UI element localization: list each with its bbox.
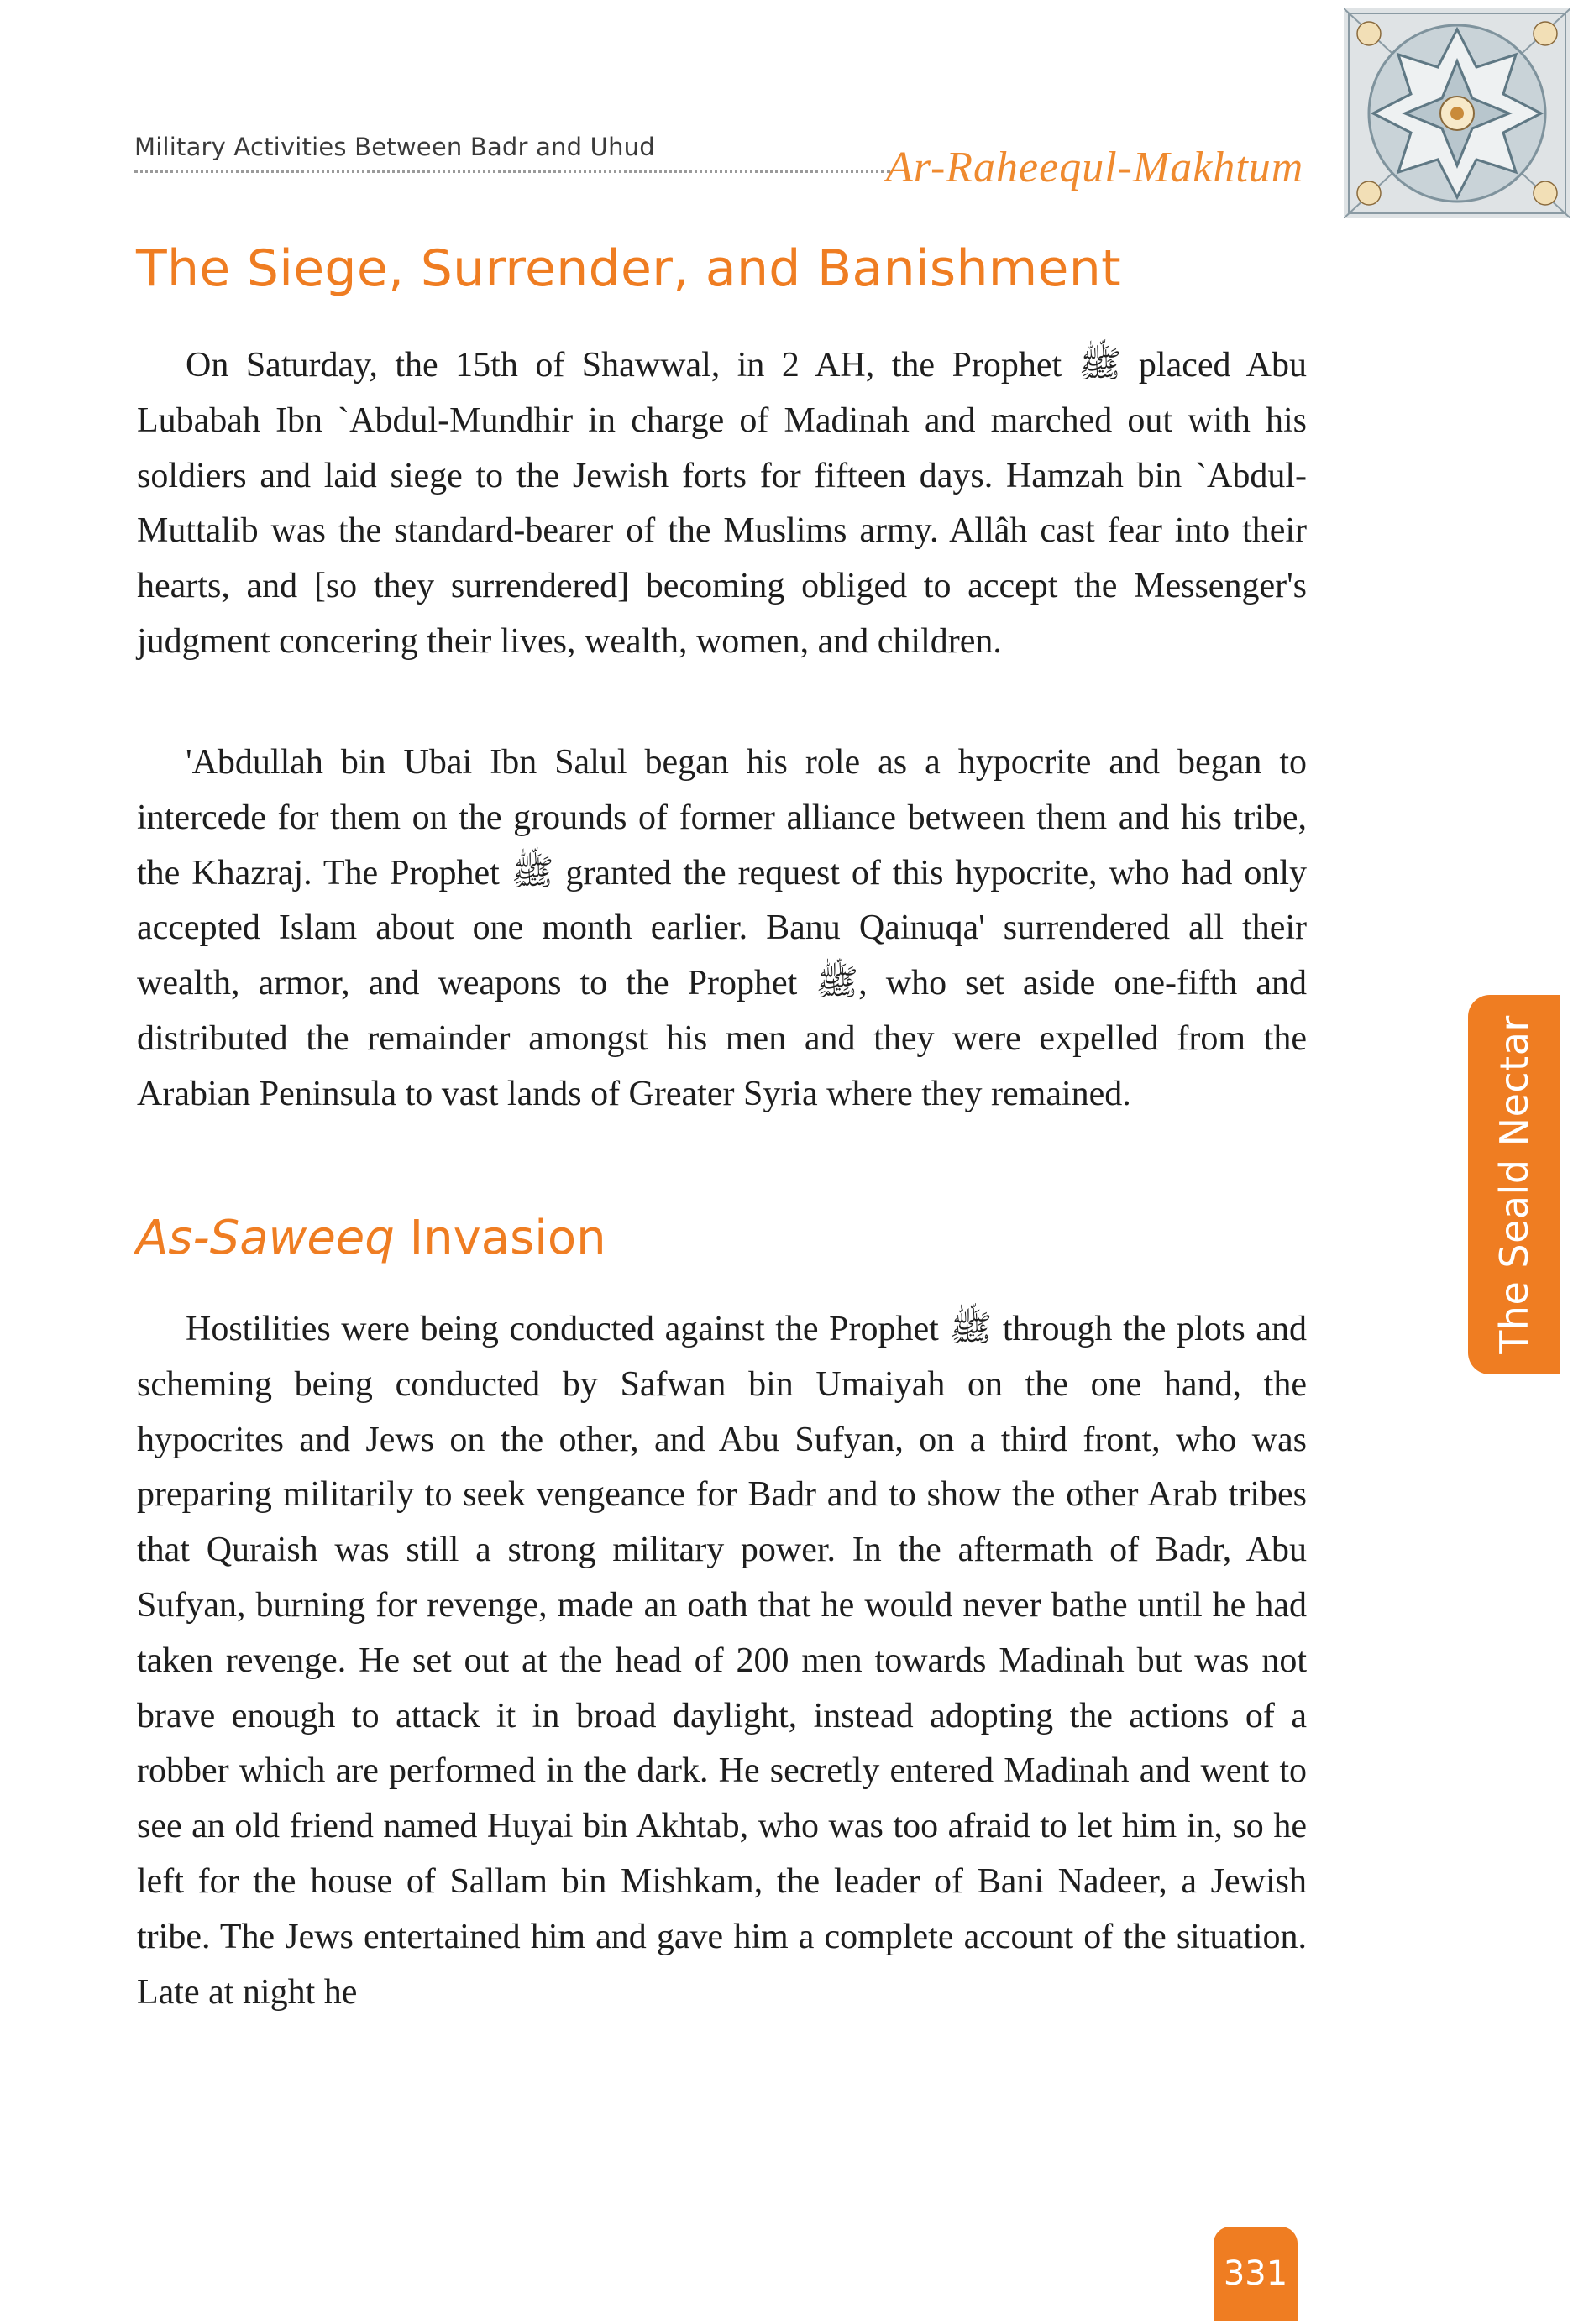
section-title-rest: Invasion	[394, 1211, 606, 1265]
running-head: Military Activities Between Badr and Uhud	[134, 133, 655, 161]
section-title-siege: The Siege, Surrender, and Banishment	[136, 239, 1121, 298]
page-number: 331	[1223, 2254, 1288, 2293]
paragraph-3: Hostilities were being conducted against the Prophet ﷺ through the plots and scheming being conducted by Safwan bin Umaiyah on the one hand, the hypocrites and Jews on the other, and Abu Sufyan, on a third front, who was preparing militarily to seek vengeance for Badr and to show the other Arab tribes that Quraish was still a strong military power. In the aftermath of Badr, Abu Sufyan, burning for revenge, made an oath that he would never bathe until he had taken revenge. He set out at the head of 200 men towards Madinah but was not brave enough to attack it in broad daylight, instead adopting the actions of a robber which are performed in the dark. He secretly entered Madinah and went to see an old friend named Huyai bin Akhtab, who was too afraid to let him in, so he left for the house of Sallam bin Mishkam, the leader of Bani Nadeer, a Jewish tribe. The Jews entertained him and gave him a complete account of the situation. Late at night he	[137, 1310, 1307, 2012]
paragraph-2: 'Abdullah bin Ubai Ibn Salul began his role as a hypocrite and began to intercede for them on the grounds of former alliance between them and his tribe, the Khazraj. The Prophet ﷺ granted the request of this hypocrite, who had only accepted Islam about one month earlier. Banu Qainuqa' surrendered all their wealth, armor, and weapons to the Prophet ﷺ, who set aside one-fifth and distributed the remainder amongst his men and they were expelled from the Arabian Peninsula to vast lands of Greater Syria where they remained.	[137, 743, 1308, 1113]
page-number-badge	[1214, 2227, 1298, 2321]
header-dotted-rule	[134, 170, 890, 173]
side-tab	[1468, 995, 1560, 1374]
section-title-italic: As-Saweeq	[136, 1211, 395, 1265]
paragraph-1: On Saturday, the 15th of Shawwal, in 2 AH, the Prophet ﷺ placed Abu Lubabah Ibn `Abdul-Mundhir in charge of Madinah and marched out with his soldiers and laid siege to the Jewish forts for fifteen days. Hamzah bin `Abdul-Muttalib was the standard-bearer of the Muslims army. Allâh cast fear into their hearts, and [so they surrendered] becoming obliged to accept the Messenger's judgment concering their lives, wealth, women, and children.	[137, 346, 1308, 661]
geometric-ornament-icon	[1344, 8, 1570, 218]
book-title-script: Ar-Raheequl-Makhtum	[886, 144, 1304, 191]
section-title-saweeq	[136, 1211, 606, 1265]
side-tab-label: The Seald Nectar	[1492, 1015, 1537, 1354]
